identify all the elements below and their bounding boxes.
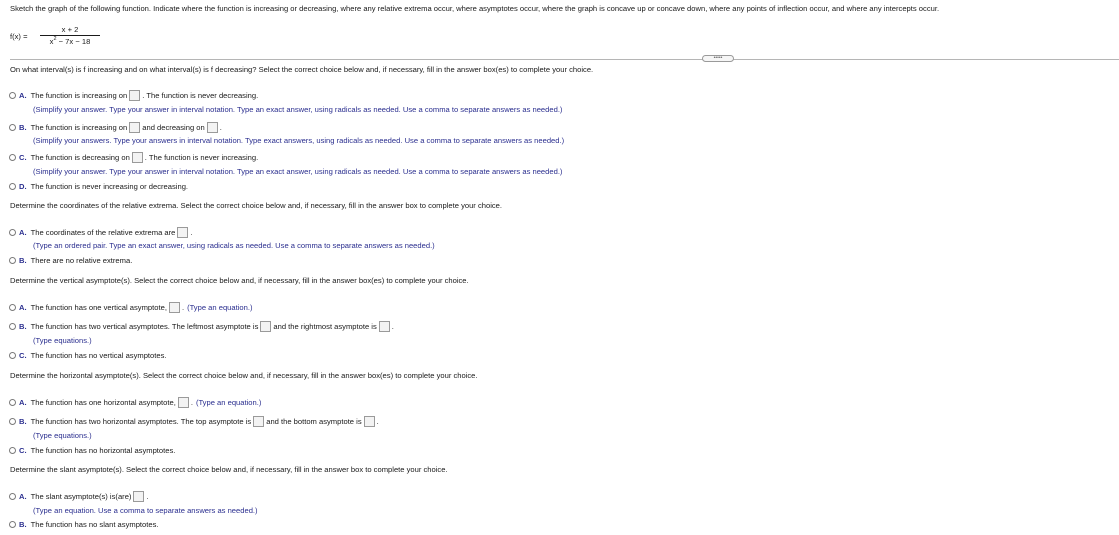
answer-box[interactable] <box>129 90 140 101</box>
option-text-post: . <box>146 492 149 501</box>
radio-button[interactable] <box>9 183 16 190</box>
option-text: The function is decreasing on <box>30 153 130 162</box>
answer-box[interactable] <box>129 122 140 133</box>
option-letter: D. <box>19 182 27 191</box>
answer-box[interactable] <box>207 122 218 133</box>
option-text: The function is increasing on <box>30 123 128 132</box>
option-text: There are no relative extrema. <box>30 256 133 265</box>
option-letter: C. <box>19 153 27 162</box>
option-text: The function has no vertical asymptotes. <box>30 351 167 360</box>
q2-question: Determine the coordinates of the relative extrema. Select the correct choice below and, if necessary, fill in the answer box to complete your choice. <box>10 201 503 210</box>
q1-question: On what interval(s) is f increasing and on what interval(s) is f decreasing? Select the correct choice below and, if necessary, fill in the answer box(es) to complete your choice. <box>10 65 594 74</box>
option-text-post: . The function is never increasing. <box>144 153 259 162</box>
inline-hint: (Type an equation.) <box>187 303 253 312</box>
q1-option-c[interactable] <box>9 152 258 163</box>
radio-button[interactable] <box>9 418 16 425</box>
q1-option-b[interactable] <box>9 122 222 133</box>
radio-button[interactable] <box>9 447 16 454</box>
q2-option-a[interactable] <box>9 227 193 238</box>
option-letter: B. <box>19 256 27 265</box>
q3-b-hint: (Type equations.) <box>33 336 92 345</box>
option-text-post: . <box>190 398 193 407</box>
q1-option-d[interactable] <box>9 182 188 191</box>
option-text-post: . <box>391 322 394 331</box>
answer-box[interactable] <box>133 491 144 502</box>
option-letter: A. <box>19 492 27 501</box>
option-text-mid: and the bottom asymptote is <box>266 417 362 426</box>
option-text: The function has one vertical asymptote, <box>30 303 167 312</box>
q5-question: Determine the slant asymptote(s). Select the correct choice below and, if necessary, fill in the answer box to complete your choice. <box>10 465 448 474</box>
q3-option-a[interactable] <box>9 302 253 313</box>
answer-box[interactable] <box>178 397 189 408</box>
answer-box[interactable] <box>169 302 180 313</box>
option-text-mid: and decreasing on <box>142 123 205 132</box>
radio-button[interactable] <box>9 304 16 311</box>
q1-c-hint: (Simplify your answer. Type your answer in interval notation. Type an exact answer, using radicals as needed. Use a comma to separate answers as needed.) <box>33 167 563 176</box>
den-base: x <box>49 37 54 46</box>
function-denominator <box>40 36 100 48</box>
q2-a-hint: (Type an ordered pair. Type an exact answer, using radicals as needed. Use a comma to separate answers as needed.) <box>33 241 435 250</box>
section-divider <box>10 59 1119 60</box>
radio-button[interactable] <box>9 124 16 131</box>
q5-option-a[interactable] <box>9 491 149 502</box>
radio-button[interactable] <box>9 352 16 359</box>
q3-question: Determine the vertical asymptote(s). Select the correct choice below and, if necessary, fill in the answer box(es) to complete your choice. <box>10 276 469 285</box>
radio-button[interactable] <box>9 493 16 500</box>
option-letter: C. <box>19 351 27 360</box>
option-letter: B. <box>19 322 27 331</box>
option-text-post: . <box>376 417 379 426</box>
option-letter: B. <box>19 123 27 132</box>
option-letter: A. <box>19 228 27 237</box>
answer-box[interactable] <box>177 227 188 238</box>
answer-box[interactable] <box>379 321 390 332</box>
radio-button[interactable] <box>9 521 16 528</box>
option-text: The function is increasing on <box>30 91 128 100</box>
option-letter: A. <box>19 398 27 407</box>
q5-a-hint: (Type an equation. Use a comma to separate answers as needed.) <box>33 506 258 515</box>
inline-hint: (Type an equation.) <box>195 398 262 407</box>
option-letter: A. <box>19 303 27 312</box>
option-text: The function has no horizontal asymptotes. <box>30 446 176 455</box>
q3-option-b[interactable] <box>9 321 394 332</box>
option-text: The function has no slant asymptotes. <box>30 520 159 529</box>
option-letter: A. <box>19 91 27 100</box>
q1-option-a[interactable] <box>9 90 258 101</box>
option-letter: C. <box>19 446 27 455</box>
q4-option-b[interactable] <box>9 416 379 427</box>
radio-button[interactable] <box>9 229 16 236</box>
answer-box[interactable] <box>364 416 375 427</box>
answer-box[interactable] <box>132 152 143 163</box>
den-rest: − 7x − 18 <box>56 37 91 46</box>
option-text-post: . <box>181 303 185 312</box>
radio-button[interactable] <box>9 323 16 330</box>
answer-box[interactable] <box>253 416 264 427</box>
q4-question: Determine the horizontal asymptote(s). Select the correct choice below and, if necessary, fill in the answer box(es) to complete your choice. <box>10 371 478 380</box>
function-fraction <box>40 25 100 48</box>
q4-option-a[interactable] <box>9 397 261 408</box>
den-exponent: 2 <box>53 36 57 42</box>
option-text-post: . The function is never decreasing. <box>142 91 259 100</box>
expand-more-button[interactable]: ••••• <box>702 55 734 62</box>
answer-box[interactable] <box>260 321 271 332</box>
radio-button[interactable] <box>9 257 16 264</box>
problem-prompt: Sketch the graph of the following function. Indicate where the function is increasing or decreasing, where any relative extrema occur, where asymptotes occur, where the graph is concave up or concave down, where any points of inflection occur, and where any intercepts occur. <box>10 4 940 13</box>
option-text: The function has two horizontal asymptotes. The top asymptote is <box>30 417 252 426</box>
option-text-post: . <box>190 228 193 237</box>
q2-option-b[interactable] <box>9 256 132 265</box>
q4-option-c[interactable] <box>9 446 175 455</box>
option-letter: B. <box>19 520 27 529</box>
q4-b-hint: (Type equations.) <box>33 431 92 440</box>
q3-option-c[interactable] <box>9 351 167 360</box>
option-text-mid: and the rightmost asymptote is <box>273 322 377 331</box>
option-letter: B. <box>19 417 27 426</box>
radio-button[interactable] <box>9 154 16 161</box>
q5-option-b[interactable] <box>9 520 159 529</box>
option-text: The function has two vertical asymptotes. The leftmost asymptote is <box>30 322 259 331</box>
radio-button[interactable] <box>9 399 16 406</box>
option-text: The function has one horizontal asymptote, <box>30 398 176 407</box>
function-numerator: x + 2 <box>40 25 100 36</box>
option-text: The function is never increasing or decreasing. <box>30 182 189 191</box>
option-text-post: . <box>219 123 222 132</box>
function-lhs: f(x) = <box>10 32 28 41</box>
radio-button[interactable] <box>9 92 16 99</box>
q1-a-hint: (Simplify your answer. Type your answer in interval notation. Type an exact answer, using radicals as needed. Use a comma to separate answers as needed.) <box>33 105 563 114</box>
option-text: The slant asymptote(s) is(are) <box>30 492 132 501</box>
option-text: The coordinates of the relative extrema are <box>30 228 176 237</box>
q1-b-hint: (Simplify your answers. Type your answers in interval notation. Type exact answers, using radicals as needed. Use a comma to separate answers as needed.) <box>33 136 565 145</box>
